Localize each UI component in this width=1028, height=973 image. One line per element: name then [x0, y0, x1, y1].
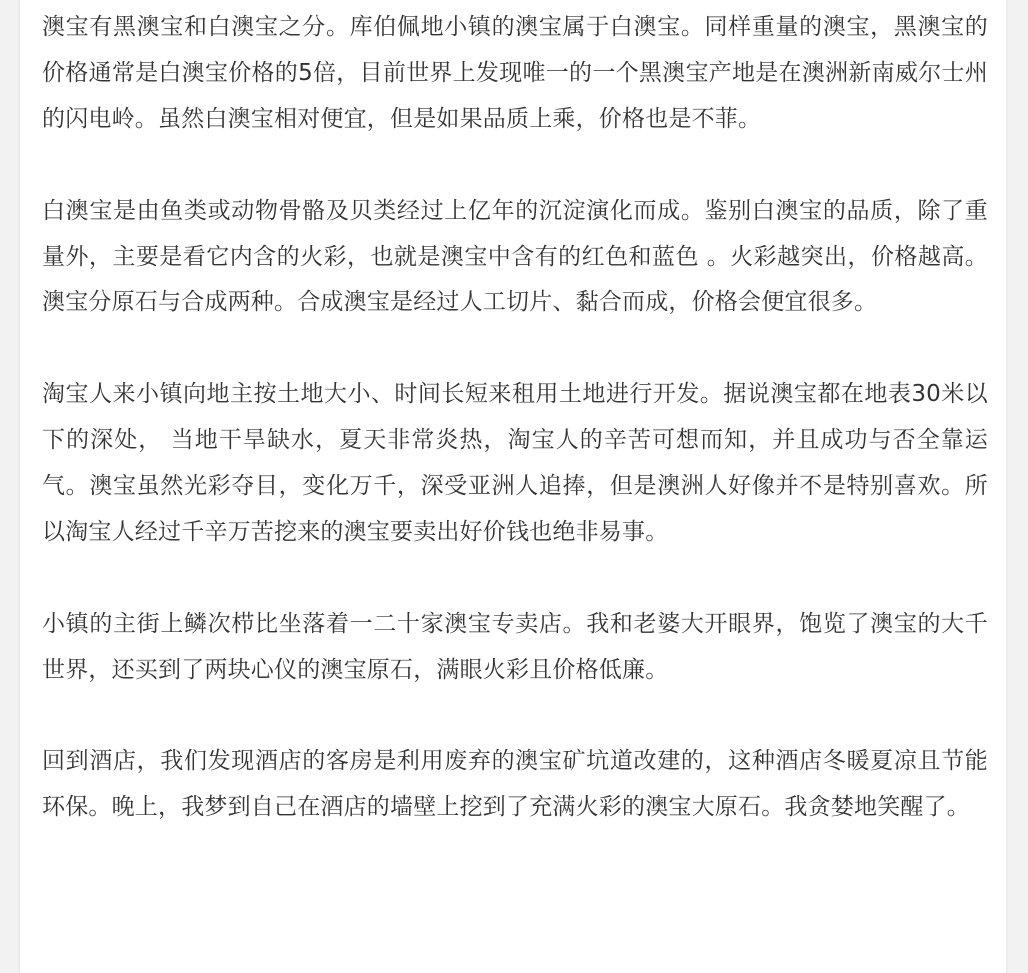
- paragraph-4: 小镇的主街上鳞次栉比坐落着一二十家澳宝专卖店。我和老婆大开眼界，饱览了澳宝的大千世界，还买到了两块心仪的澳宝原石，满眼火彩且价格低廉。: [42, 610, 988, 683]
- paragraph-1: 澳宝有黑澳宝和白澳宝之分。库伯佩地小镇的澳宝属于白澳宝。同样重量的澳宝，黑澳宝的价格通常是白澳宝价格的5倍，目前世界上发现唯一的一个黑澳宝产地是在澳洲新南威尔士州的闪电岭。虽然白澳宝相对便宜，但是如果品质上乘，价格也是不菲。: [42, 14, 988, 132]
- article-body: [42, 5, 988, 831]
- article-page: [20, 0, 1006, 973]
- paragraph-3: 淘宝人来小镇向地主按土地大小、时间长短来租用土地进行开发。据说澳宝都在地表30米以下的深处， 当地干旱缺水，夏天非常炎热，淘宝人的辛苦可想而知，并且成功与否全靠运气。澳宝虽然光彩夺目，变化万千，深受亚洲人追捧，但是澳洲人好像并不是特别喜欢。所以淘宝人经过千辛万苦挖来的澳宝要卖出好价钱也绝非易事。: [42, 381, 988, 545]
- paragraph-5: 回到酒店，我们发现酒店的客房是利用废弃的澳宝矿坑道改建的，这种酒店冬暖夏凉且节能环保。晚上，我梦到自己在酒店的墙壁上挖到了充满火彩的澳宝大原石。我贪婪地笑醒了。: [42, 748, 988, 821]
- paragraph-2: 白澳宝是由鱼类或动物骨骼及贝类经过上亿年的沉淀演化而成。鉴别白澳宝的品质，除了重量外，主要是看它内含的火彩，也就是澳宝中含有的红色和蓝色 。火彩越突出，价格越高。澳宝分原石与合成两种。合成澳宝是经过人工切片、黏合而成，价格会便宜很多。: [42, 197, 988, 316]
